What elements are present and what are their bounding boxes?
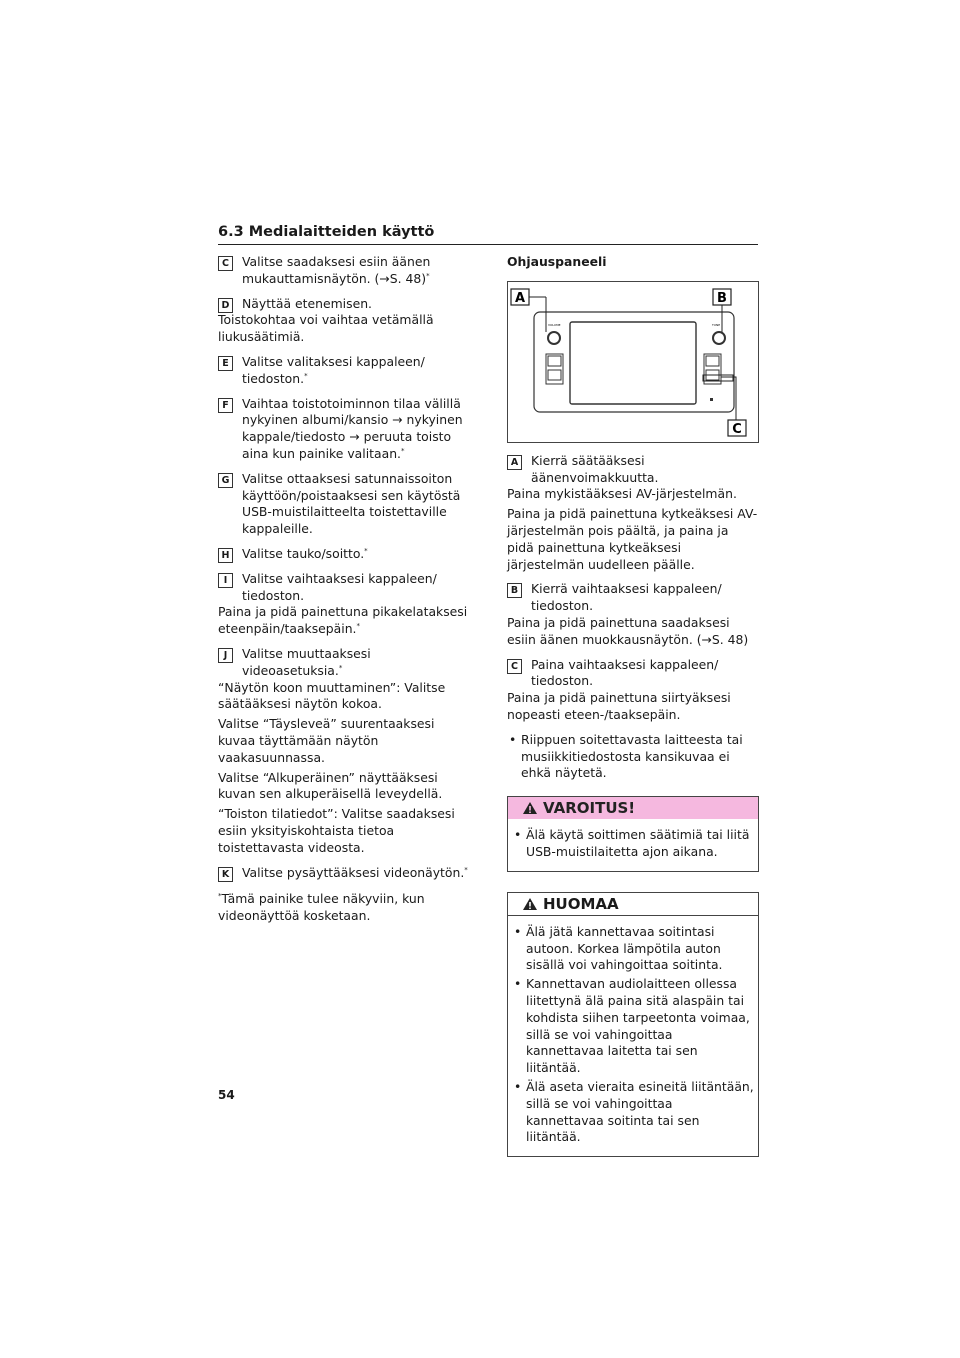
page-number: 54 bbox=[218, 1088, 235, 1102]
item-text: Näyttää etenemisen. bbox=[242, 295, 372, 311]
warning-header bbox=[508, 797, 758, 819]
warning-box bbox=[507, 796, 759, 872]
figure-label-c: C bbox=[732, 421, 742, 437]
note: “Toiston tilatiedot”: Valitse saadaksesi esiin yksityiskohtaista tietoa toistettavasta videosta. bbox=[218, 806, 455, 855]
item-e bbox=[218, 354, 470, 388]
key-badge: C bbox=[218, 256, 233, 271]
control-panel-figure bbox=[507, 281, 759, 443]
bullet-item: • Kannettavan audiolaitteen ollessa liitettynä älä paina sitä alaspäin tai kohdista siihen tarpeetonta voimaa, sillä se voi vahingoittaa kannettavaa laitetta tai sen liitäntää. bbox=[512, 976, 754, 1077]
key-badge: E bbox=[218, 356, 233, 371]
svg-text:VOLUME: VOLUME bbox=[548, 322, 561, 327]
item-text: Valitse tauko/soitto. bbox=[242, 545, 365, 561]
key-badge: F bbox=[218, 398, 233, 413]
footnote-star: * bbox=[426, 271, 430, 280]
key-badge: B bbox=[507, 583, 522, 598]
note: Paina mykistääksesi AV-järjestelmän. bbox=[507, 486, 737, 502]
footnote-text: Tämä painike tulee näkyviin, kun videonäyttöä kosketaan. bbox=[218, 891, 425, 924]
note: “Näytön koon muuttaminen”: Valitse säätääksesi näytön kokoa. bbox=[218, 679, 446, 712]
item-text: Vaihtaa toistotoiminnon tilaa välillä nykyinen albumi/kansio → nykyinen kappale/tiedosto → peruuta toisto aina kun painike valitaan. bbox=[242, 395, 463, 461]
footnote-star: * bbox=[356, 622, 360, 631]
left-column bbox=[218, 254, 470, 925]
item-text: Paina vaihtaaksesi kappaleen/ tiedoston. bbox=[531, 656, 719, 689]
key-badge: K bbox=[218, 867, 233, 882]
item-k bbox=[218, 865, 470, 882]
note: Valitse “Täysleveä” suurentaaksesi kuvaa täyttämään näytön vaakasuunnassa. bbox=[218, 716, 435, 765]
bullet-item: • Älä jätä kannettavaa soitintasi autoon. Korkea lämpötila auton sisällä voi vahingoittaa soitinta. bbox=[512, 924, 754, 974]
item-f bbox=[218, 396, 470, 463]
note-text: Paina ja pidä painettuna pikakelataksesi eteenpäin/taaksepäin. bbox=[218, 604, 468, 637]
item-i bbox=[218, 571, 470, 605]
warning-triangle-icon bbox=[522, 897, 538, 911]
item-text: Valitse valitaksesi kappaleen/ tiedoston. bbox=[242, 353, 425, 386]
note: Valitse “Alkuperäinen” näyttääksesi kuvan sen alkuperäisellä leveydellä. bbox=[218, 769, 443, 802]
note: Paina ja pidä painettuna saadaksesi esiin äänen muokkausnäytön. (→S. 48) bbox=[507, 614, 749, 647]
item-text: Valitse saadaksesi esiin äänen mukauttamisnäytön. (→S. 48) bbox=[242, 254, 431, 286]
subsection-title: Ohjauspaneeli bbox=[507, 254, 607, 269]
key-badge: A bbox=[507, 455, 522, 470]
figure-label-b: B bbox=[717, 290, 727, 306]
key-badge: G bbox=[218, 473, 233, 488]
footnote bbox=[218, 891, 470, 925]
bullet-item: • Älä käytä soittimen säätimiä tai liitä USB-muistilaitetta ajon aikana. bbox=[512, 827, 754, 861]
footnote-star: * bbox=[464, 865, 468, 874]
footnote-star: * bbox=[218, 892, 222, 901]
item-text: Valitse muuttaaksesi videoasetuksia. bbox=[242, 645, 371, 678]
item-text: Kierrä vaihtaaksesi kappaleen/ tiedoston. bbox=[531, 581, 722, 614]
warning-title: VAROITUS! bbox=[543, 799, 636, 818]
footnote-star: * bbox=[304, 371, 308, 380]
figure-label-a: A bbox=[514, 290, 526, 306]
item-h bbox=[218, 546, 470, 563]
item-j bbox=[218, 646, 470, 680]
item-text: Valitse ottaaksesi satunnaissoiton käyttöön/poistaaksesi sen käytöstä USB-muistilaitteelta toistettaville kappaleille. bbox=[242, 470, 461, 537]
key-badge: I bbox=[218, 573, 233, 588]
key-badge: D bbox=[218, 298, 233, 313]
note bbox=[218, 604, 470, 638]
footnote-star: * bbox=[338, 663, 343, 672]
footnote-star: * bbox=[364, 546, 368, 555]
item-d bbox=[218, 296, 470, 313]
notice-box bbox=[507, 892, 759, 1157]
right-column bbox=[507, 254, 759, 1157]
item-g bbox=[218, 471, 470, 538]
item-text: Valitse pysäyttääksesi videonäytön. bbox=[242, 864, 465, 880]
notice-body bbox=[508, 916, 758, 1156]
footnote-star: * bbox=[401, 446, 405, 455]
panel-item-b bbox=[507, 581, 759, 615]
note: Paina ja pidä painettuna siirtyäksesi nopeasti eteen-/taaksepäin. bbox=[507, 690, 731, 722]
note: Paina ja pidä painettuna kytkeäksesi AV-järjestelmän pois päältä, ja paina ja pidä painettuna kytkeäksesi järjestelmän uudelleen päälle. bbox=[507, 506, 758, 572]
section-title: 6.3 Medialaitteiden käyttö bbox=[218, 224, 758, 245]
warning-triangle-icon bbox=[522, 801, 538, 815]
svg-text:TUNE: TUNE bbox=[712, 322, 721, 327]
note: Toistokohtaa voi vaihtaa vetämällä liukusäätimiä. bbox=[218, 312, 434, 345]
warning-body bbox=[508, 819, 758, 871]
notice-header bbox=[508, 893, 758, 916]
panel-item-c bbox=[507, 657, 759, 691]
item-c bbox=[218, 254, 470, 288]
key-badge: J bbox=[218, 648, 233, 663]
panel-item-a bbox=[507, 453, 759, 487]
item-text: Valitse vaihtaaksesi kappaleen/ tiedoston. bbox=[242, 570, 437, 603]
item-text: Kierrä säätääksesi äänenvoimakkuutta. bbox=[531, 452, 659, 485]
notice-title: HUOMAA bbox=[543, 894, 619, 913]
bullet-item: • Älä aseta vieraita esineitä liitäntään, sillä se voi vahingoittaa kannettavaa soitinta tai sen liitäntää. bbox=[512, 1079, 754, 1146]
key-badge: H bbox=[218, 548, 233, 563]
bullet-item: • Riippuen soitettavasta laitteesta tai musiikkitiedostosta kansikuvaa ei ehkä näytetä. bbox=[507, 732, 759, 782]
key-badge: C bbox=[507, 659, 522, 674]
control-panel-illustration bbox=[508, 282, 758, 442]
